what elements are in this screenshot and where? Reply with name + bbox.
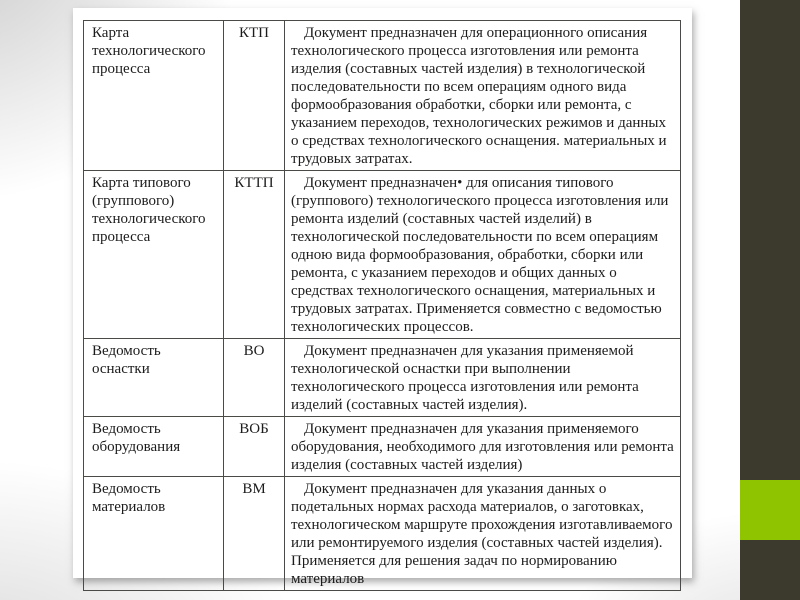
doc-description-cell: Документ предназначен для операционного описания технологического процесса изготовления или ремонта изделия (составных частей изделия) в технологической последовательности по всем операциям одного вида формообразования обработки, сборки или ремонта, с указанием переходов, технологических режимов и данных о средствах технологического оснащения. материальных и трудовых затратах.: [285, 21, 681, 171]
doc-description-cell: Документ предназначен• для описания типового (группового) технологического процесса изготовления или ремонта изделий (составных частей изделий) в технологической последовательности по всем операциям одною вида формообразования, обработки, сборки или ремонта, с указанием переходов и общих данных о средствах технологического оснащения, материальных и трудовых затратах. Применяется совместно с ведомостью технологических процессов.: [285, 171, 681, 339]
doc-name-cell: Ведомость материалов: [84, 477, 224, 591]
doc-name-cell: Ведомость оснастки: [84, 339, 224, 417]
doc-abbr-cell: КТТП: [224, 171, 285, 339]
doc-abbr-cell: ВО: [224, 339, 285, 417]
green-accent-square: [740, 480, 800, 540]
right-dark-strip: [740, 0, 800, 600]
table-row: [84, 417, 681, 477]
doc-description-cell: Документ предназначен для указания данных о подетальных нормах расхода материалов, о заготовках, технологическом маршруте прохождения изготавливаемого или ремонтируемого изделия (составных частей изделия). Применяется для решения задач по нормированию материалов: [285, 477, 681, 591]
doc-abbr-cell: КТП: [224, 21, 285, 171]
table-row: [84, 339, 681, 417]
doc-abbr-cell: ВМ: [224, 477, 285, 591]
doc-description-cell: Документ предназначен для указания применяемого оборудования, необходимого для изготовления или ремонта изделия (составных частей изделия): [285, 417, 681, 477]
table-picture: [73, 8, 692, 587]
table-row: [84, 21, 681, 171]
documents-table: [83, 20, 681, 591]
doc-name-cell: Ведомость оборудования: [84, 417, 224, 477]
doc-abbr-cell: ВОБ: [224, 417, 285, 477]
doc-description-cell: Документ предназначен для указания применяемой технологической оснастки при выполнении технологического процесса изготовления или ремонта изделий (составных частей изделия).: [285, 339, 681, 417]
table-row: [84, 477, 681, 591]
table-row: [84, 171, 681, 339]
doc-name-cell: Карта типового (группового) технологического процесса: [84, 171, 224, 339]
doc-name-cell: Карта технологического процесса: [84, 21, 224, 171]
